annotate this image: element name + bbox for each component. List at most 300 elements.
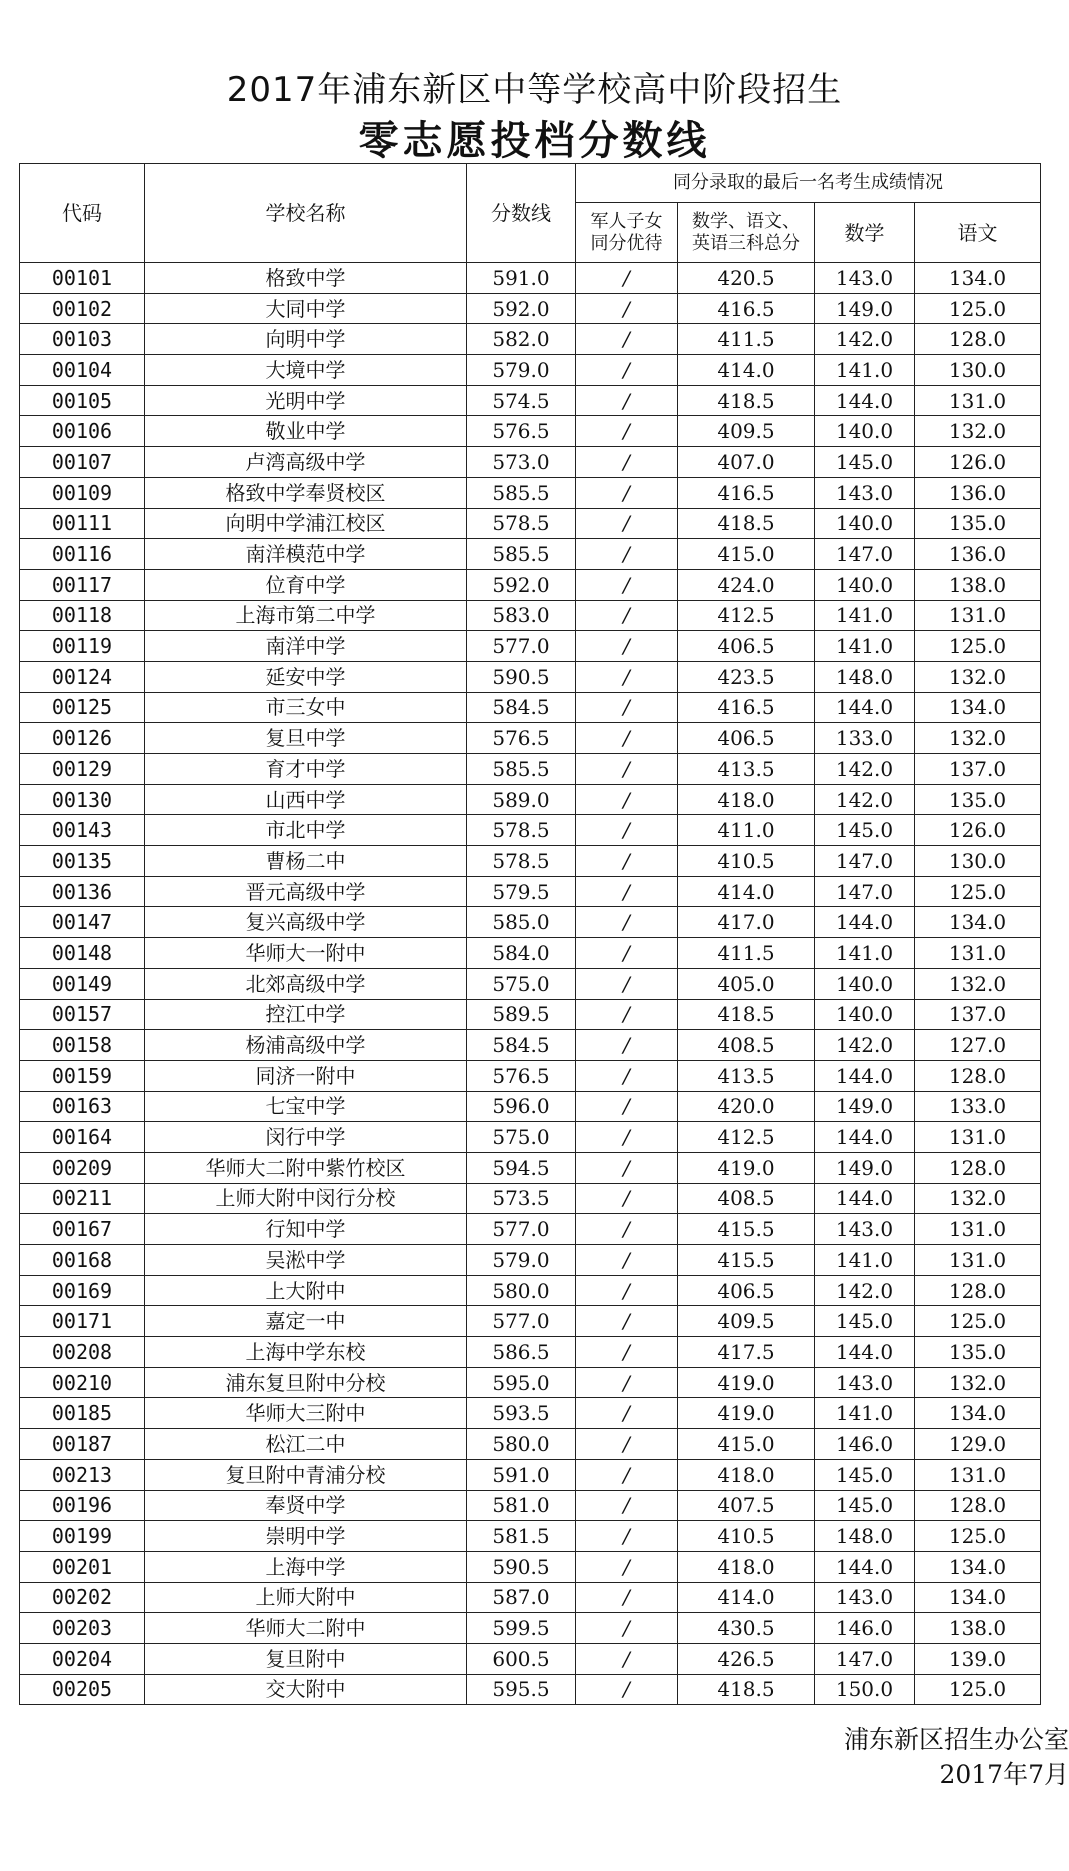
three-subject-total-cell: 415.0 <box>678 1429 815 1460</box>
table-row <box>20 723 1041 754</box>
military-priority-cell: / <box>576 385 678 416</box>
table-row <box>20 1613 1041 1644</box>
school-name-cell: 复兴高级中学 <box>145 907 467 938</box>
military-priority-cell: / <box>576 938 678 969</box>
school-name-cell: 上海市第二中学 <box>145 600 467 631</box>
military-priority-cell: / <box>576 1429 678 1460</box>
military-priority-cell: / <box>576 1367 678 1398</box>
military-priority-cell: / <box>576 355 678 386</box>
school-name-cell: 上师大附中 <box>145 1582 467 1613</box>
cutoff-score-cell: 576.5 <box>467 416 576 447</box>
school-name-cell: 松江二中 <box>145 1429 467 1460</box>
math-score-cell: 147.0 <box>815 539 915 570</box>
school-name-cell: 控江中学 <box>145 999 467 1030</box>
cutoff-score-cell: 600.5 <box>467 1643 576 1674</box>
cutoff-score-cell: 573.0 <box>467 447 576 478</box>
cutoff-score-cell: 575.0 <box>467 1122 576 1153</box>
chinese-score-cell: 134.0 <box>915 1582 1041 1613</box>
military-priority-cell: / <box>576 1398 678 1429</box>
school-name-cell: 吴淞中学 <box>145 1245 467 1276</box>
math-score-cell: 147.0 <box>815 876 915 907</box>
military-priority-cell: / <box>576 999 678 1030</box>
math-score-cell: 143.0 <box>815 1367 915 1398</box>
table-row <box>20 784 1041 815</box>
header-military-priority <box>576 203 678 263</box>
three-subject-total-cell: 418.5 <box>678 999 815 1030</box>
chinese-score-cell: 137.0 <box>915 999 1041 1030</box>
military-priority-cell: / <box>576 1060 678 1091</box>
military-priority-cell: / <box>576 1245 678 1276</box>
military-priority-cell: / <box>576 1551 678 1582</box>
school-code-cell: 00169 <box>20 1275 145 1306</box>
chinese-score-cell: 127.0 <box>915 1030 1041 1061</box>
three-subject-total-cell: 410.5 <box>678 1521 815 1552</box>
military-priority-cell: / <box>576 661 678 692</box>
school-name-cell: 位育中学 <box>145 569 467 600</box>
math-score-cell: 144.0 <box>815 907 915 938</box>
school-code-cell: 00116 <box>20 539 145 570</box>
chinese-score-cell: 131.0 <box>915 385 1041 416</box>
school-name-cell: 市三女中 <box>145 692 467 723</box>
school-name-cell: 复旦附中 <box>145 1643 467 1674</box>
cutoff-score-cell: 579.5 <box>467 876 576 907</box>
three-subject-total-cell: 406.5 <box>678 1275 815 1306</box>
school-name-cell: 延安中学 <box>145 661 467 692</box>
cutoff-score-cell: 592.0 <box>467 569 576 600</box>
table-row <box>20 324 1041 355</box>
table-row <box>20 477 1041 508</box>
school-code-cell: 00204 <box>20 1643 145 1674</box>
table-row <box>20 876 1041 907</box>
three-subject-total-cell: 424.0 <box>678 569 815 600</box>
school-name-cell: 华师大三附中 <box>145 1398 467 1429</box>
three-subject-total-cell: 406.5 <box>678 723 815 754</box>
military-priority-cell: / <box>576 1337 678 1368</box>
table-row <box>20 999 1041 1030</box>
chinese-score-cell: 130.0 <box>915 846 1041 877</box>
school-code-cell: 00163 <box>20 1091 145 1122</box>
school-name-cell: 崇明中学 <box>145 1521 467 1552</box>
math-score-cell: 146.0 <box>815 1429 915 1460</box>
three-subject-total-cell: 411.0 <box>678 815 815 846</box>
table-row <box>20 447 1041 478</box>
school-name-cell: 格致中学奉贤校区 <box>145 477 467 508</box>
military-priority-cell: / <box>576 754 678 785</box>
military-priority-cell: / <box>576 1306 678 1337</box>
table-row <box>20 846 1041 877</box>
school-name-cell: 曹杨二中 <box>145 846 467 877</box>
math-score-cell: 140.0 <box>815 968 915 999</box>
chinese-score-cell: 134.0 <box>915 263 1041 294</box>
math-score-cell: 144.0 <box>815 1122 915 1153</box>
math-score-cell: 144.0 <box>815 1060 915 1091</box>
math-score-cell: 141.0 <box>815 1245 915 1276</box>
header-tie-group: 同分录取的最后一名考生成绩情况 <box>576 164 1041 203</box>
three-subject-total-cell: 405.0 <box>678 968 815 999</box>
cutoff-score-cell: 578.5 <box>467 846 576 877</box>
table-row <box>20 1367 1041 1398</box>
school-code-cell: 00104 <box>20 355 145 386</box>
cutoff-score-table <box>19 163 1041 1705</box>
cutoff-score-cell: 596.0 <box>467 1091 576 1122</box>
school-code-cell: 00129 <box>20 754 145 785</box>
three-subject-total-cell: 413.5 <box>678 754 815 785</box>
school-code-cell: 00164 <box>20 1122 145 1153</box>
cutoff-score-cell: 576.5 <box>467 723 576 754</box>
header-math: 数学 <box>815 203 915 263</box>
school-code-cell: 00111 <box>20 508 145 539</box>
chinese-score-cell: 128.0 <box>915 1275 1041 1306</box>
cutoff-score-cell: 589.0 <box>467 784 576 815</box>
footer-date: 2017年7月 <box>939 1760 1069 1789</box>
chinese-score-cell: 134.0 <box>915 692 1041 723</box>
chinese-score-cell: 137.0 <box>915 754 1041 785</box>
school-name-cell: 敬业中学 <box>145 416 467 447</box>
table-row <box>20 1490 1041 1521</box>
school-code-cell: 00105 <box>20 385 145 416</box>
school-code-cell: 00106 <box>20 416 145 447</box>
military-priority-cell: / <box>576 508 678 539</box>
chinese-score-cell: 135.0 <box>915 508 1041 539</box>
three-subject-total-cell: 407.5 <box>678 1490 815 1521</box>
math-score-cell: 142.0 <box>815 784 915 815</box>
math-score-cell: 149.0 <box>815 1091 915 1122</box>
school-name-cell: 上大附中 <box>145 1275 467 1306</box>
table-row <box>20 569 1041 600</box>
military-priority-cell: / <box>576 815 678 846</box>
cutoff-score-cell: 599.5 <box>467 1613 576 1644</box>
school-name-cell: 交大附中 <box>145 1674 467 1705</box>
three-subject-total-cell: 416.5 <box>678 477 815 508</box>
school-code-cell: 00213 <box>20 1459 145 1490</box>
cutoff-score-cell: 577.0 <box>467 1214 576 1245</box>
school-name-cell: 格致中学 <box>145 263 467 294</box>
three-subject-total-cell: 420.0 <box>678 1091 815 1122</box>
school-name-cell: 同济一附中 <box>145 1060 467 1091</box>
header-chinese: 语文 <box>915 203 1041 263</box>
math-score-cell: 144.0 <box>815 692 915 723</box>
three-subject-total-cell: 418.0 <box>678 784 815 815</box>
three-subject-total-cell: 419.0 <box>678 1398 815 1429</box>
cutoff-score-cell: 577.0 <box>467 631 576 662</box>
math-score-cell: 140.0 <box>815 569 915 600</box>
cutoff-score-cell: 578.5 <box>467 815 576 846</box>
school-code-cell: 00159 <box>20 1060 145 1091</box>
header-school-name: 学校名称 <box>145 164 467 263</box>
math-score-cell: 141.0 <box>815 631 915 662</box>
chinese-score-cell: 133.0 <box>915 1091 1041 1122</box>
chinese-score-cell: 131.0 <box>915 938 1041 969</box>
math-score-cell: 147.0 <box>815 1643 915 1674</box>
military-priority-cell: / <box>576 1490 678 1521</box>
table-row <box>20 1091 1041 1122</box>
school-code-cell: 00109 <box>20 477 145 508</box>
table-row <box>20 907 1041 938</box>
header-military-line1: 军人子女 <box>590 210 663 232</box>
three-subject-total-cell: 414.0 <box>678 876 815 907</box>
cutoff-score-cell: 593.5 <box>467 1398 576 1429</box>
school-name-cell: 行知中学 <box>145 1214 467 1245</box>
math-score-cell: 142.0 <box>815 1275 915 1306</box>
school-name-cell: 晋元高级中学 <box>145 876 467 907</box>
chinese-score-cell: 131.0 <box>915 1214 1041 1245</box>
three-subject-total-cell: 415.5 <box>678 1214 815 1245</box>
table-row <box>20 1306 1041 1337</box>
header-total-line2: 英语三科总分 <box>692 232 800 254</box>
math-score-cell: 150.0 <box>815 1674 915 1705</box>
cutoff-score-cell: 589.5 <box>467 999 576 1030</box>
math-score-cell: 147.0 <box>815 846 915 877</box>
table-row <box>20 508 1041 539</box>
chinese-score-cell: 132.0 <box>915 416 1041 447</box>
math-score-cell: 145.0 <box>815 447 915 478</box>
military-priority-cell: / <box>576 1183 678 1214</box>
math-score-cell: 145.0 <box>815 1490 915 1521</box>
military-priority-cell: / <box>576 1674 678 1705</box>
table-row <box>20 968 1041 999</box>
three-subject-total-cell: 430.5 <box>678 1613 815 1644</box>
school-code-cell: 00203 <box>20 1613 145 1644</box>
three-subject-total-cell: 414.0 <box>678 1582 815 1613</box>
table-row <box>20 539 1041 570</box>
table-row <box>20 1152 1041 1183</box>
table-row <box>20 416 1041 447</box>
military-priority-cell: / <box>576 477 678 508</box>
three-subject-total-cell: 408.5 <box>678 1030 815 1061</box>
table-row <box>20 600 1041 631</box>
school-code-cell: 00119 <box>20 631 145 662</box>
school-code-cell: 00205 <box>20 1674 145 1705</box>
cutoff-score-cell: 574.5 <box>467 385 576 416</box>
chinese-score-cell: 138.0 <box>915 1613 1041 1644</box>
three-subject-total-cell: 413.5 <box>678 1060 815 1091</box>
table-header <box>20 164 1041 263</box>
cutoff-score-cell: 579.0 <box>467 355 576 386</box>
chinese-score-cell: 128.0 <box>915 1060 1041 1091</box>
chinese-score-cell: 132.0 <box>915 1367 1041 1398</box>
chinese-score-cell: 128.0 <box>915 324 1041 355</box>
math-score-cell: 149.0 <box>815 293 915 324</box>
three-subject-total-cell: 419.0 <box>678 1367 815 1398</box>
three-subject-total-cell: 412.5 <box>678 1122 815 1153</box>
math-score-cell: 145.0 <box>815 1459 915 1490</box>
math-score-cell: 143.0 <box>815 1214 915 1245</box>
math-score-cell: 145.0 <box>815 815 915 846</box>
cutoff-score-cell: 584.5 <box>467 692 576 723</box>
school-name-cell: 向明中学浦江校区 <box>145 508 467 539</box>
chinese-score-cell: 129.0 <box>915 1429 1041 1460</box>
school-code-cell: 00124 <box>20 661 145 692</box>
three-subject-total-cell: 412.5 <box>678 600 815 631</box>
military-priority-cell: / <box>576 324 678 355</box>
table-row <box>20 1551 1041 1582</box>
three-subject-total-cell: 416.5 <box>678 692 815 723</box>
chinese-score-cell: 128.0 <box>915 1152 1041 1183</box>
chinese-score-cell: 134.0 <box>915 907 1041 938</box>
table-row <box>20 1275 1041 1306</box>
school-code-cell: 00201 <box>20 1551 145 1582</box>
header-code: 代码 <box>20 164 145 263</box>
three-subject-total-cell: 409.5 <box>678 416 815 447</box>
school-name-cell: 卢湾高级中学 <box>145 447 467 478</box>
military-priority-cell: / <box>576 1582 678 1613</box>
cutoff-score-cell: 585.5 <box>467 477 576 508</box>
math-score-cell: 143.0 <box>815 263 915 294</box>
math-score-cell: 142.0 <box>815 324 915 355</box>
military-priority-cell: / <box>576 1152 678 1183</box>
cutoff-score-cell: 573.5 <box>467 1183 576 1214</box>
school-code-cell: 00185 <box>20 1398 145 1429</box>
school-code-cell: 00208 <box>20 1337 145 1368</box>
military-priority-cell: / <box>576 1643 678 1674</box>
cutoff-score-cell: 592.0 <box>467 293 576 324</box>
cutoff-score-cell: 591.0 <box>467 263 576 294</box>
school-code-cell: 00117 <box>20 569 145 600</box>
table-row <box>20 1643 1041 1674</box>
school-code-cell: 00202 <box>20 1582 145 1613</box>
chinese-score-cell: 136.0 <box>915 539 1041 570</box>
cutoff-score-cell: 595.5 <box>467 1674 576 1705</box>
school-code-cell: 00158 <box>20 1030 145 1061</box>
cutoff-score-cell: 582.0 <box>467 324 576 355</box>
school-code-cell: 00136 <box>20 876 145 907</box>
military-priority-cell: / <box>576 293 678 324</box>
document-title: 2017年浦东新区中等学校高中阶段招生 <box>226 70 843 110</box>
math-score-cell: 140.0 <box>815 999 915 1030</box>
school-name-cell: 华师大二附中 <box>145 1613 467 1644</box>
three-subject-total-cell: 419.0 <box>678 1152 815 1183</box>
chinese-score-cell: 135.0 <box>915 1337 1041 1368</box>
school-name-cell: 复旦附中青浦分校 <box>145 1459 467 1490</box>
table-row <box>20 1582 1041 1613</box>
chinese-score-cell: 130.0 <box>915 355 1041 386</box>
cutoff-score-cell: 579.0 <box>467 1245 576 1276</box>
three-subject-total-cell: 418.0 <box>678 1551 815 1582</box>
chinese-score-cell: 126.0 <box>915 815 1041 846</box>
chinese-score-cell: 131.0 <box>915 1459 1041 1490</box>
school-name-cell: 大同中学 <box>145 293 467 324</box>
school-code-cell: 00211 <box>20 1183 145 1214</box>
school-code-cell: 00196 <box>20 1490 145 1521</box>
military-priority-cell: / <box>576 1214 678 1245</box>
chinese-score-cell: 138.0 <box>915 569 1041 600</box>
chinese-score-cell: 132.0 <box>915 1183 1041 1214</box>
header-cutoff: 分数线 <box>467 164 576 263</box>
table-row <box>20 263 1041 294</box>
cutoff-score-cell: 594.5 <box>467 1152 576 1183</box>
three-subject-total-cell: 418.5 <box>678 508 815 539</box>
three-subject-total-cell: 423.5 <box>678 661 815 692</box>
cutoff-score-cell: 586.5 <box>467 1337 576 1368</box>
three-subject-total-cell: 411.5 <box>678 324 815 355</box>
math-score-cell: 143.0 <box>815 477 915 508</box>
school-name-cell: 南洋中学 <box>145 631 467 662</box>
table-row <box>20 661 1041 692</box>
three-subject-total-cell: 416.5 <box>678 293 815 324</box>
school-name-cell: 北郊高级中学 <box>145 968 467 999</box>
school-name-cell: 光明中学 <box>145 385 467 416</box>
chinese-score-cell: 132.0 <box>915 968 1041 999</box>
chinese-score-cell: 125.0 <box>915 1674 1041 1705</box>
math-score-cell: 144.0 <box>815 385 915 416</box>
chinese-score-cell: 125.0 <box>915 631 1041 662</box>
math-score-cell: 149.0 <box>815 1152 915 1183</box>
cutoff-score-cell: 581.0 <box>467 1490 576 1521</box>
three-subject-total-cell: 415.5 <box>678 1245 815 1276</box>
school-code-cell: 00148 <box>20 938 145 969</box>
school-code-cell: 00125 <box>20 692 145 723</box>
military-priority-cell: / <box>576 876 678 907</box>
military-priority-cell: / <box>576 631 678 662</box>
school-name-cell: 大境中学 <box>145 355 467 386</box>
chinese-score-cell: 126.0 <box>915 447 1041 478</box>
school-code-cell: 00209 <box>20 1152 145 1183</box>
chinese-score-cell: 132.0 <box>915 661 1041 692</box>
math-score-cell: 141.0 <box>815 938 915 969</box>
military-priority-cell: / <box>576 263 678 294</box>
military-priority-cell: / <box>576 846 678 877</box>
three-subject-total-cell: 418.5 <box>678 385 815 416</box>
table-row <box>20 1122 1041 1153</box>
table-body <box>20 263 1041 1705</box>
math-score-cell: 148.0 <box>815 1521 915 1552</box>
school-code-cell: 00149 <box>20 968 145 999</box>
table-row <box>20 1459 1041 1490</box>
three-subject-total-cell: 408.5 <box>678 1183 815 1214</box>
table-row <box>20 1214 1041 1245</box>
school-code-cell: 00171 <box>20 1306 145 1337</box>
military-priority-cell: / <box>576 539 678 570</box>
cutoff-score-cell: 595.0 <box>467 1367 576 1398</box>
military-priority-cell: / <box>576 1091 678 1122</box>
three-subject-total-cell: 426.5 <box>678 1643 815 1674</box>
math-score-cell: 140.0 <box>815 508 915 539</box>
math-score-cell: 133.0 <box>815 723 915 754</box>
chinese-score-cell: 125.0 <box>915 1306 1041 1337</box>
school-name-cell: 复旦中学 <box>145 723 467 754</box>
cutoff-score-cell: 576.5 <box>467 1060 576 1091</box>
chinese-score-cell: 128.0 <box>915 1490 1041 1521</box>
school-name-cell: 奉贤中学 <box>145 1490 467 1521</box>
school-name-cell: 嘉定一中 <box>145 1306 467 1337</box>
table-row <box>20 1398 1041 1429</box>
chinese-score-cell: 125.0 <box>915 1521 1041 1552</box>
school-code-cell: 00107 <box>20 447 145 478</box>
cutoff-score-cell: 585.5 <box>467 539 576 570</box>
chinese-score-cell: 134.0 <box>915 1398 1041 1429</box>
math-score-cell: 144.0 <box>815 1551 915 1582</box>
school-name-cell: 七宝中学 <box>145 1091 467 1122</box>
school-name-cell: 闵行中学 <box>145 1122 467 1153</box>
school-code-cell: 00102 <box>20 293 145 324</box>
military-priority-cell: / <box>576 447 678 478</box>
military-priority-cell: / <box>576 1459 678 1490</box>
school-code-cell: 00210 <box>20 1367 145 1398</box>
school-code-cell: 00157 <box>20 999 145 1030</box>
cutoff-score-cell: 590.5 <box>467 1551 576 1582</box>
math-score-cell: 143.0 <box>815 1582 915 1613</box>
header-total-line1: 数学、语文、 <box>692 210 800 232</box>
school-code-cell: 00147 <box>20 907 145 938</box>
military-priority-cell: / <box>576 907 678 938</box>
table-row <box>20 1060 1041 1091</box>
cutoff-score-cell: 590.5 <box>467 661 576 692</box>
cutoff-score-cell: 580.0 <box>467 1275 576 1306</box>
math-score-cell: 144.0 <box>815 1337 915 1368</box>
table-row <box>20 1245 1041 1276</box>
math-score-cell: 140.0 <box>815 416 915 447</box>
table-row <box>20 293 1041 324</box>
